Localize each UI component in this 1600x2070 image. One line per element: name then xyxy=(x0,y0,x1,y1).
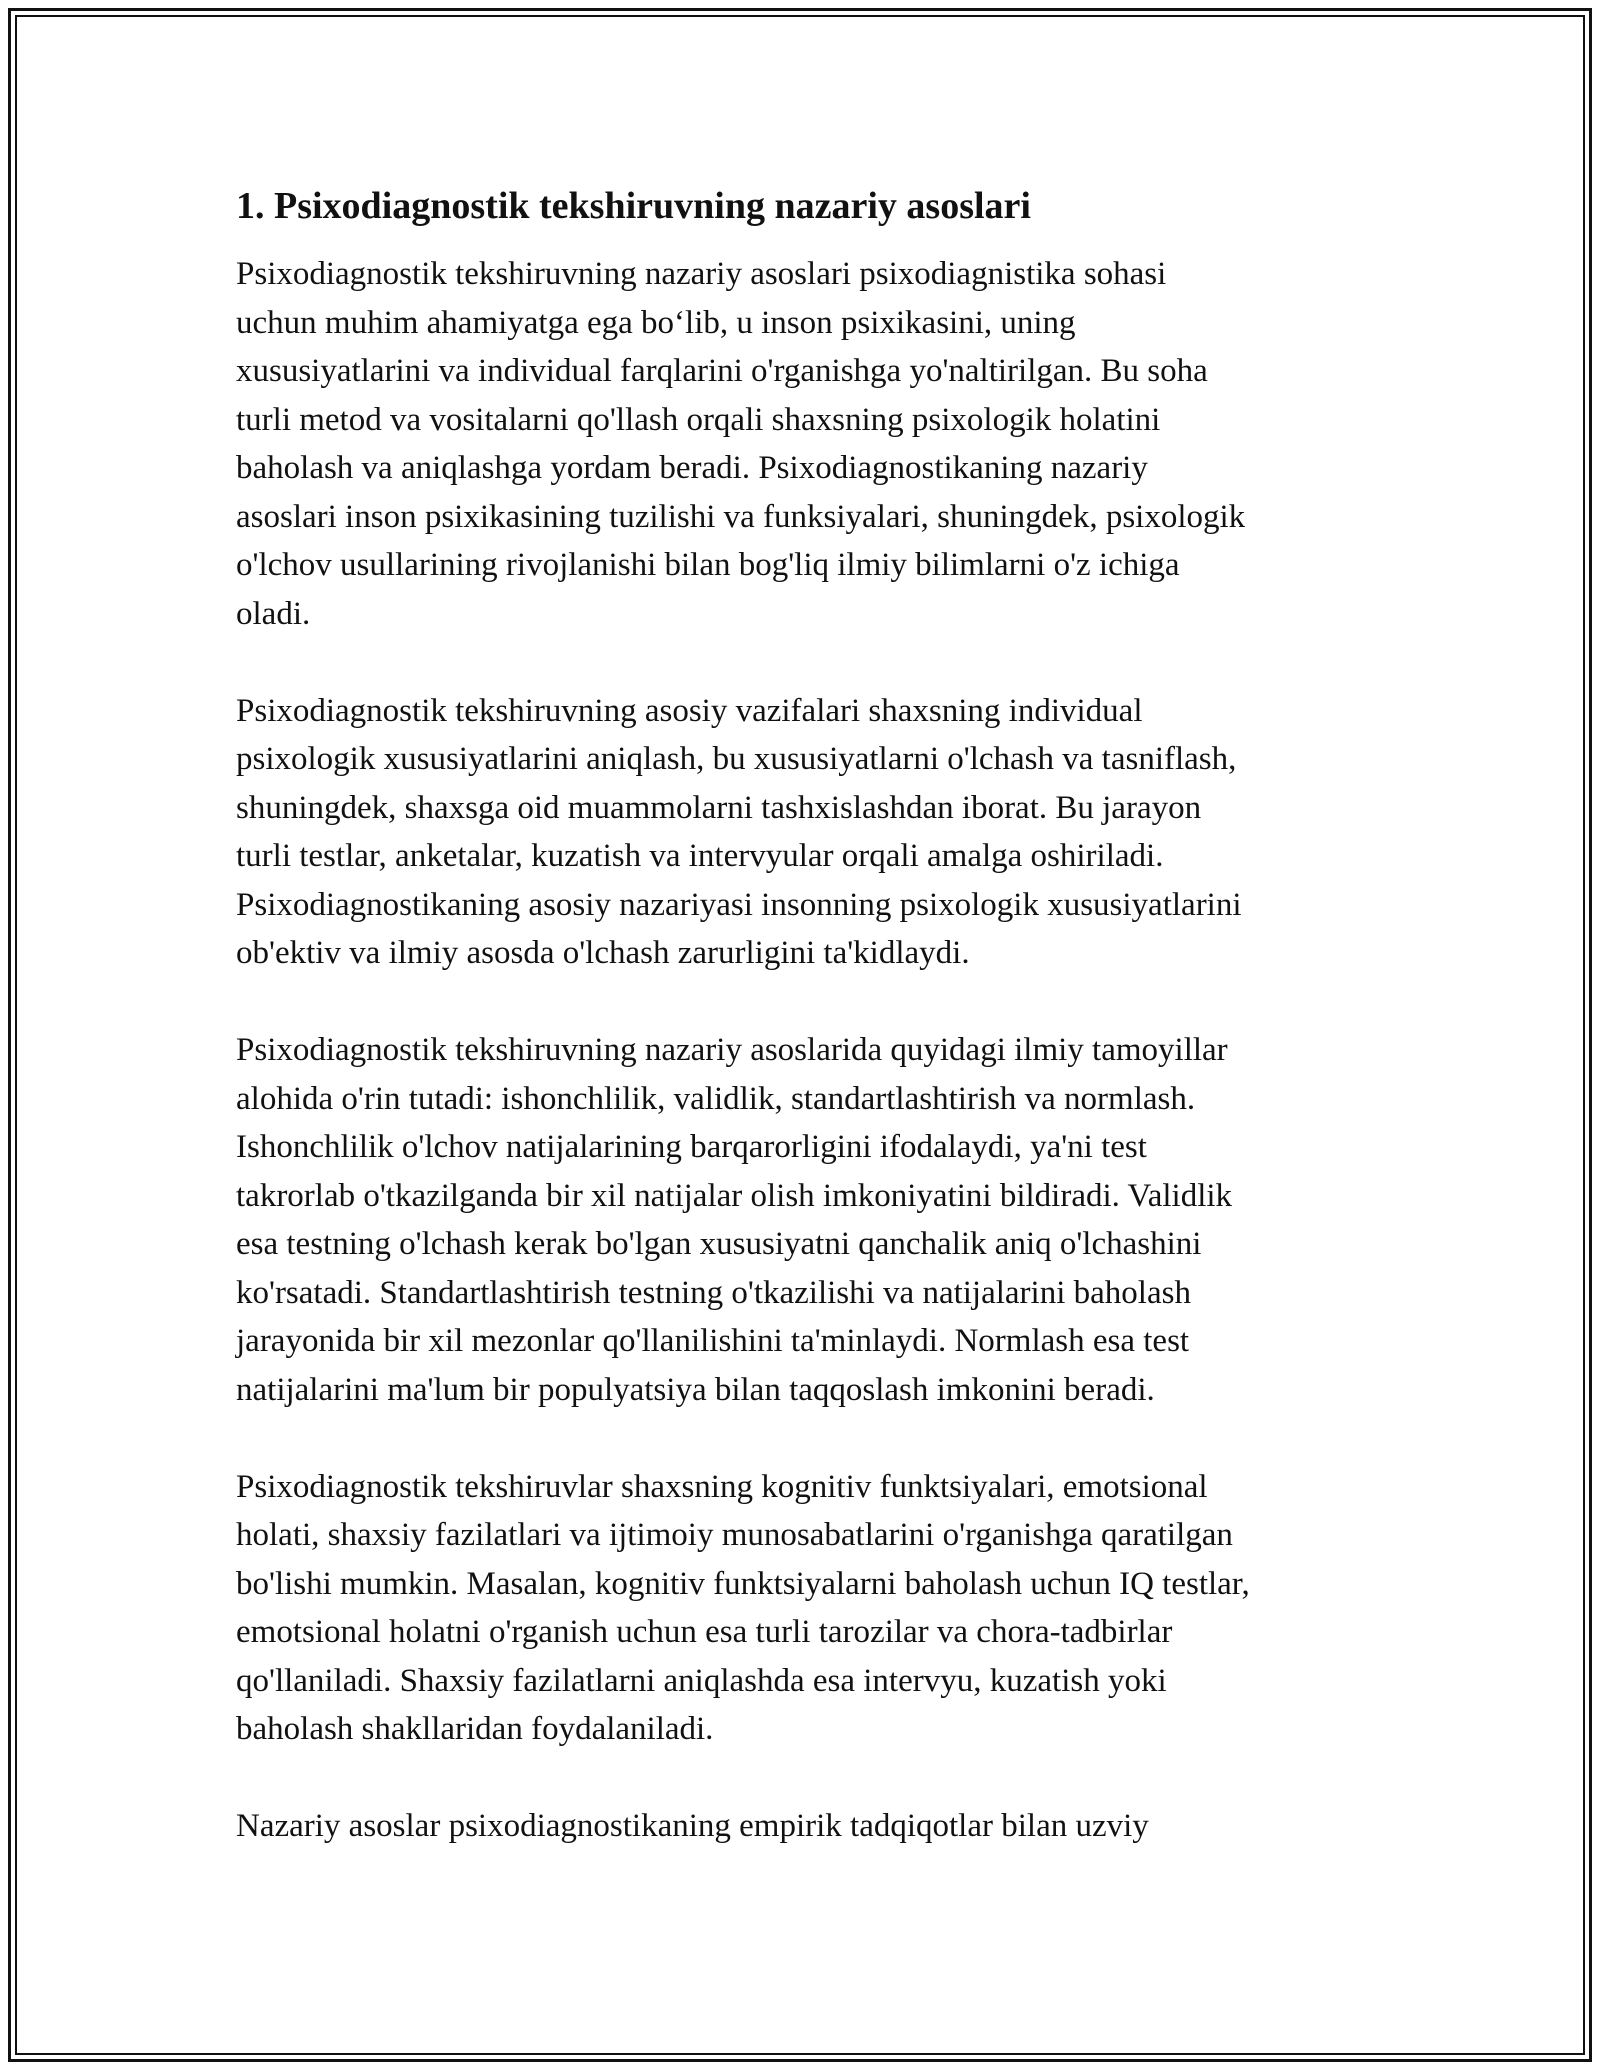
text-line: Psixodiagnostik tekshiruvning nazariy asoslari psixodiagnistika sohasi xyxy=(236,256,1167,292)
text-line: xususiyatlarini va individual farqlarini o'rganishga yo'naltirilgan. Bu soha xyxy=(236,353,1208,389)
text-line: jarayonida bir xil mezonlar qo'llanilishini ta'minlaydi. Normlash esa test xyxy=(236,1323,1190,1359)
text-line: takrorlab o'tkazilganda bir xil natijalar olish imkoniyatini bildiradi. Validlik xyxy=(236,1177,1233,1214)
text-line: natijalarini ma'lum bir populyatsiya bilan taqqoslash imkonini beradi. xyxy=(236,1371,1155,1408)
text-line: Psixodiagnostik tekshiruvning asosiy vazifalari shaxsning individual xyxy=(236,692,1143,729)
text-line: shuningdek, shaxsga oid muammolarni tashxislashdan iborat. Bu jarayon xyxy=(236,789,1202,826)
paragraph xyxy=(236,1802,1366,1851)
text-line: holati, shaxsiy fazilatlari va ijtimoiy munosabatlarini o'rganishga qaratilgan xyxy=(236,1517,1233,1553)
text-line: oladi. xyxy=(236,595,311,632)
paragraph-list xyxy=(236,250,1366,1851)
text-line: baholash va aniqlashga yordam beradi. Psixodiagnostikaning nazariy xyxy=(236,450,1148,486)
text-line: Psixodiagnostik tekshiruvlar shaxsning kognitiv funktsiyalari, emotsional xyxy=(236,1468,1208,1505)
text-line: turli metod va vositalarni qo'llash orqali shaxsning psixologik holatini xyxy=(236,401,1161,438)
text-line: uchun muhim ahamiyatga ega bo‘lib, u inson psixikasini, uning xyxy=(236,304,1076,341)
text-line: emotsional holatni o'rganish uchun esa turli tarozilar va chora-tadbirlar xyxy=(236,1614,1173,1650)
paragraph xyxy=(236,1463,1366,1754)
paragraph xyxy=(236,687,1366,978)
text-line: psixologik xususiyatlarini aniqlash, bu xususiyatlarni o'lchash va tasniflash, xyxy=(236,741,1237,777)
paragraph xyxy=(236,1026,1366,1414)
paragraph xyxy=(236,250,1366,638)
text-line: esa testning o'lchash kerak bo'lgan xususiyatni qanchalik aniq o'lchashini xyxy=(236,1226,1202,1262)
text-line: Psixodiagnostik tekshiruvning nazariy asoslarida quyidagi ilmiy tamoyillar xyxy=(236,1032,1228,1068)
text-line: Ishonchlilik o'lchov natijalarining barqarorligini ifodalaydi, ya'ni test xyxy=(236,1129,1147,1165)
text-line: ko'rsatadi. Standartlashtirish testning o'tkazilishi va natijalarini baholash xyxy=(236,1274,1191,1311)
text-line: baholash shakllaridan foydalaniladi. xyxy=(236,1711,714,1747)
text-line: ob'ektiv va ilmiy asosda o'lchash zarurligini ta'kidlaydi. xyxy=(236,935,970,971)
text-line: alohida o'rin tutadi: ishonchlilik, validlik, standartlashtirish va normlash. xyxy=(236,1080,1196,1117)
text-line: Psixodiagnostikaning asosiy nazariyasi insonning psixologik xususiyatlarini xyxy=(236,886,1242,923)
text-line: bo'lishi mumkin. Masalan, kognitiv funktsiyalarni baholash uchun IQ testlar, xyxy=(236,1565,1250,1602)
text-line: asoslari inson psixikasining tuzilishi va funksiyalari, shuningdek, psixologik xyxy=(236,498,1246,535)
text-line: Nazariy asoslar psixodiagnostikaning empirik tadqiqotlar bilan uzviy xyxy=(236,1808,1149,1844)
text-line: qo'llaniladi. Shaxsiy fazilatlarni aniqlashda esa intervyu, kuzatish yoki xyxy=(236,1662,1167,1699)
document-body xyxy=(236,182,1366,1899)
text-line: turli testlar, anketalar, kuzatish va intervyular orqali amalga oshiriladi. xyxy=(236,838,1164,874)
text-line: o'lchov usullarining rivojlanishi bilan bog'liq ilmiy bilimlarni o'z ichiga xyxy=(236,547,1180,583)
section-heading: 1. Psixodiagnostik tekshiruvning nazariy asoslari xyxy=(236,185,1031,227)
